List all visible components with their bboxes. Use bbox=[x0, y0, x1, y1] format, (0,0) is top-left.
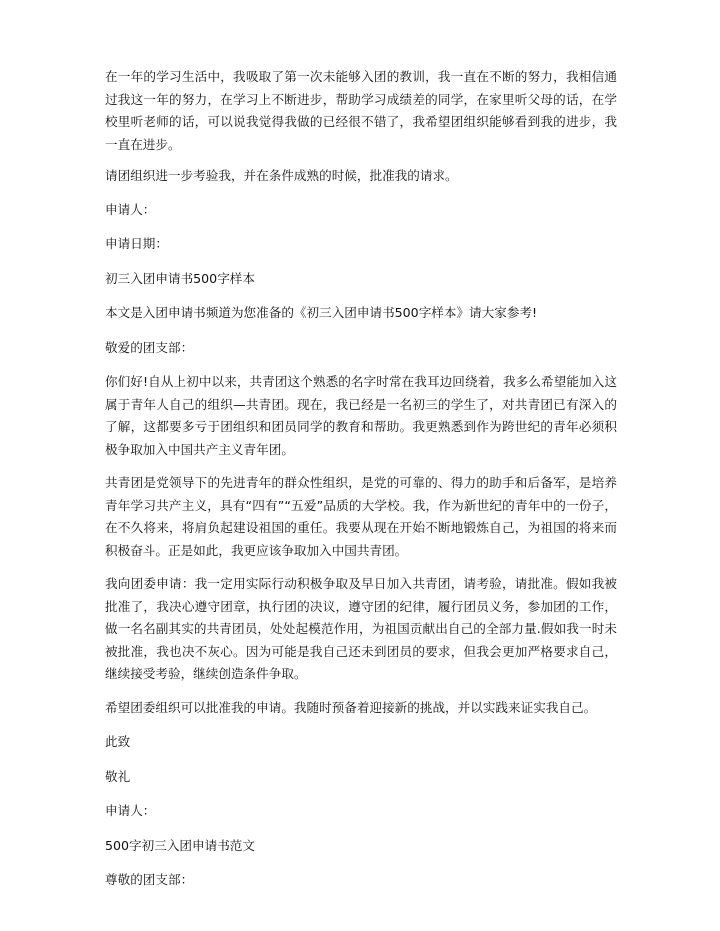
section-title: 初三入团申请书500字样本 bbox=[105, 270, 255, 286]
salutation-2: 尊敬的团支部： bbox=[105, 872, 194, 887]
regards-line: 敬礼 bbox=[105, 768, 131, 784]
applicant-line: 申请人： bbox=[105, 201, 156, 217]
paragraph-hope: 希望团委组织可以批准我的申请。我随时预备着迎接新的挑战，并以实践来证实我自己。 bbox=[105, 699, 597, 715]
paragraph-progress: 在一年的学习生活中，我吸取了第一次未能够入团的教训，我一直在不断的努力，我相信通过我这一年的努力，在学习上不断进步，帮助学习成绩差的同学，在家里听父母的话，在学校里听老师的话，可以说我觉得我做的已经很不错了，我希望团组织能够看到我的进步，我一直在进步。 bbox=[105, 69, 617, 152]
section-title-2: 500字初三入团申请书范文 bbox=[105, 837, 255, 853]
document-body bbox=[105, 66, 617, 892]
intro-line: 本文是入团申请书频道为您准备的《初三入团申请书500字样本》请大家参考! bbox=[105, 305, 538, 320]
applicant-line-2: 申请人： bbox=[105, 803, 156, 818]
date-line: 申请日期： bbox=[105, 236, 168, 251]
salutation: 敬爱的团支部： bbox=[105, 339, 194, 355]
closing-line: 此致 bbox=[105, 734, 131, 749]
paragraph-request: 请团组织进一步考验我，并在条件成熟的时候，批准我的请求。 bbox=[105, 168, 458, 183]
paragraph-greeting: 你们好!自从上初中以来，共青团这个熟悉的名字时常在我耳边回绕着，我多么希望能加入这属于青年人自己的组织—共青团。现在，我已经是一名初三的学生了，对共青团已有深入的了解，这都要多亏于团组织和团员同学的教育和帮助。我更熟悉到作为跨世纪的青年必须积极争取加入中国共产主义青年团。 bbox=[105, 374, 617, 457]
paragraph-league: 共青团是党领导下的先进青年的群众性组织，是党的可靠的、得力的助手和后备军，是培养青年学习共产主义，具有“四有”“五爱”品质的大学校。我，作为新世纪的青年中的一份子，在不久将来，将肩负起建设祖国的重任。我要从现在开始不断地锻炼自己，为祖国的将来而积极奋斗。正是如此，我更应该争取加入中国共青团。 bbox=[105, 475, 617, 558]
paragraph-application: 我向团委申请：我一定用实际行动积极争取及早日加入共青团，请考验，请批准。假如我被批准了，我决心遵守团章，执行团的决议，遵守团的纪律，履行团员义务，参加团的工作，做一名名副其实的共青团员，处处起模范作用，为祖国贡献出自己的全部力量.假如我一时未被批准，我也决不灰心。因为可能是我自己还未到团员的要求，但我会更加严格要求自己，继续接受考验，继续创造条件争取。 bbox=[105, 576, 617, 681]
